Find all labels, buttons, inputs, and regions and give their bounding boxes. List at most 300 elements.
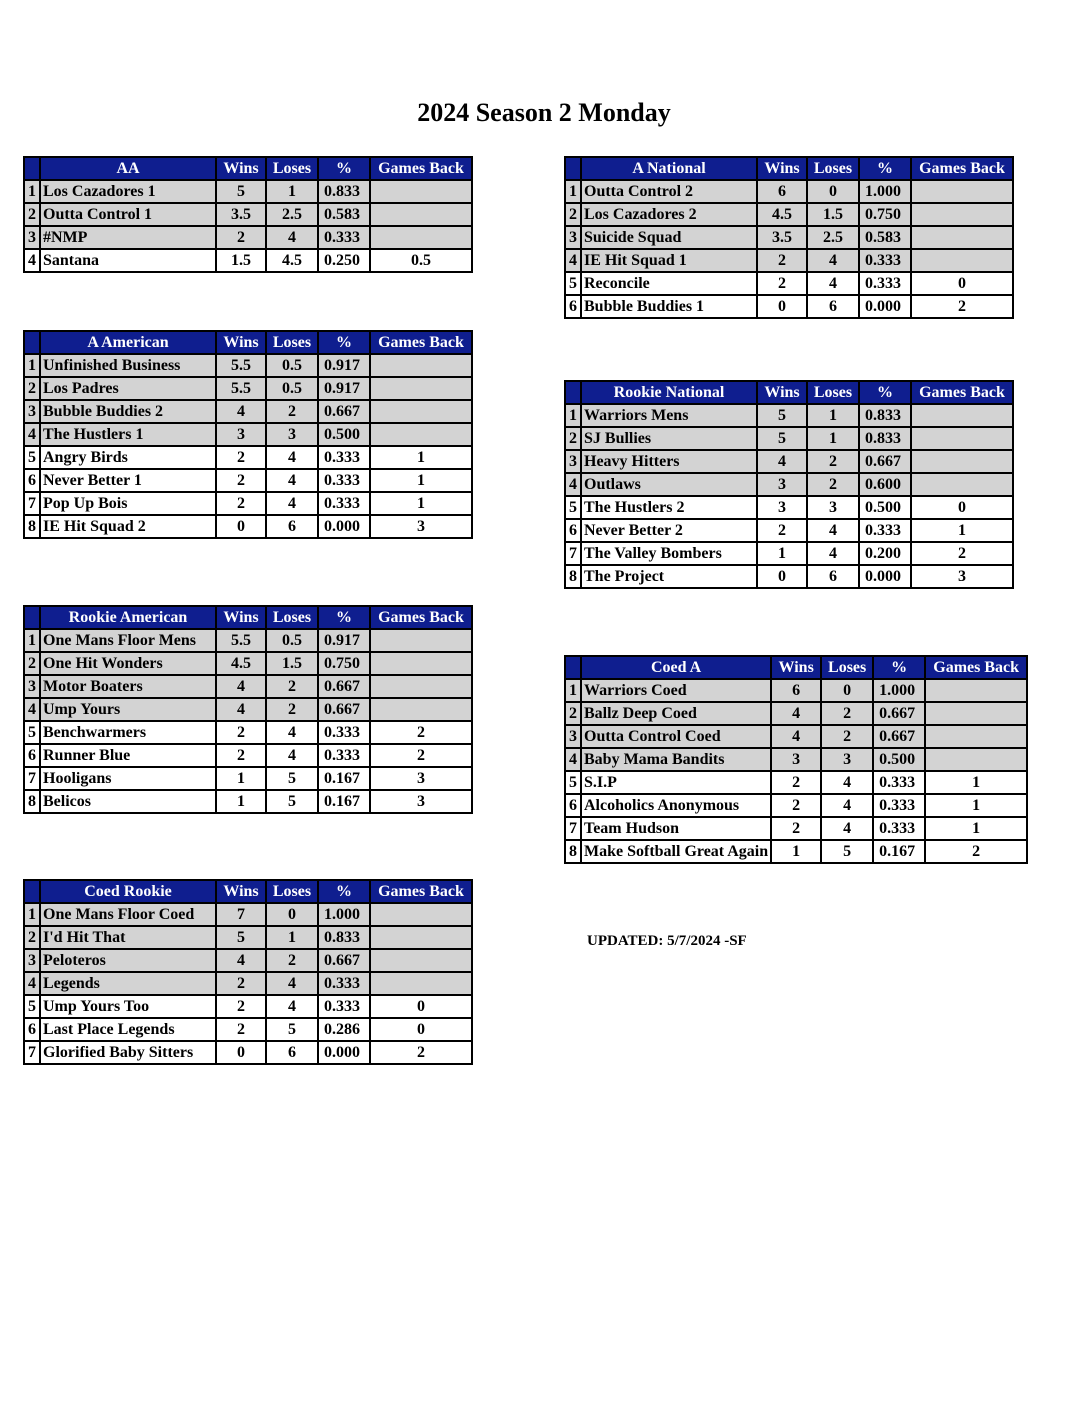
games-back-cell: [370, 698, 472, 721]
standing-row: [24, 744, 472, 767]
division-header-row: [24, 606, 472, 629]
games-back-cell: [925, 702, 1027, 725]
wins-cell: 7: [216, 903, 266, 926]
wins-cell: 2: [216, 721, 266, 744]
games-back-cell: 2: [911, 542, 1013, 565]
standing-row: [565, 771, 1027, 794]
loses-cell: 5: [821, 840, 873, 863]
pct-cell: 0.167: [318, 790, 370, 813]
rank-cell: 5: [24, 446, 40, 469]
loses-cell: 2.5: [807, 226, 859, 249]
games-back-cell: [911, 180, 1013, 203]
team-name-cell: Outta Control Coed: [581, 725, 771, 748]
loses-cell: 4: [821, 817, 873, 840]
rank-cell: 6: [565, 794, 581, 817]
wins-cell: 2: [771, 794, 821, 817]
division-header-row: [24, 157, 472, 180]
division-header-row: [565, 157, 1013, 180]
pct-cell: 0.333: [318, 469, 370, 492]
wins-cell: 2: [757, 249, 807, 272]
standing-row: [565, 496, 1013, 519]
games-back-cell: 0: [911, 496, 1013, 519]
standing-row: [565, 473, 1013, 496]
team-name-cell: Hooligans: [40, 767, 216, 790]
pct-header: %: [859, 157, 911, 180]
team-name-cell: SJ Bullies: [581, 427, 757, 450]
loses-cell: 0.5: [266, 377, 318, 400]
standing-row: [24, 249, 472, 272]
pct-cell: 0.000: [859, 565, 911, 588]
pct-cell: 0.000: [318, 1041, 370, 1064]
games-back-cell: [370, 377, 472, 400]
pct-cell: 0.333: [318, 721, 370, 744]
wins-cell: 3: [757, 473, 807, 496]
standing-row: [565, 203, 1013, 226]
loses-cell: 2: [266, 400, 318, 423]
wins-cell: 2: [757, 272, 807, 295]
standing-row: [24, 423, 472, 446]
pct-cell: 1.000: [873, 679, 925, 702]
wins-cell: 2: [216, 995, 266, 1018]
standing-row: [565, 840, 1027, 863]
games-back-cell: [370, 949, 472, 972]
games-back-cell: [911, 473, 1013, 496]
standing-row: [565, 249, 1013, 272]
pct-cell: 0.167: [318, 767, 370, 790]
rank-cell: 1: [24, 629, 40, 652]
team-name-cell: Legends: [40, 972, 216, 995]
standing-row: [565, 226, 1013, 249]
wins-cell: 6: [757, 180, 807, 203]
team-name-cell: S.I.P: [581, 771, 771, 794]
loses-cell: 4: [266, 492, 318, 515]
loses-cell: 0.5: [266, 354, 318, 377]
loses-cell: 0: [807, 180, 859, 203]
games-back-cell: 1: [370, 446, 472, 469]
wins-cell: 5: [757, 404, 807, 427]
loses-cell: 4: [821, 794, 873, 817]
rank-cell: 2: [565, 427, 581, 450]
rank-cell: 2: [565, 702, 581, 725]
rank-cell: 4: [24, 423, 40, 446]
rank-cell: 2: [24, 203, 40, 226]
loses-cell: 4: [807, 272, 859, 295]
wins-cell: 2: [771, 771, 821, 794]
wins-cell: 1.5: [216, 249, 266, 272]
team-name-cell: One Mans Floor Coed: [40, 903, 216, 926]
wins-cell: 5: [216, 180, 266, 203]
wins-cell: 4: [216, 400, 266, 423]
division-table-coed-rookie: [23, 879, 473, 1065]
standing-row: [24, 698, 472, 721]
games-back-cell: [911, 203, 1013, 226]
rank-cell: 6: [565, 295, 581, 318]
loses-cell: 1.5: [266, 652, 318, 675]
games-back-cell: 3: [911, 565, 1013, 588]
pct-cell: 0.500: [873, 748, 925, 771]
team-name-cell: Reconcile: [581, 272, 757, 295]
loses-header: Loses: [807, 157, 859, 180]
standing-row: [565, 702, 1027, 725]
rank-header: [24, 331, 40, 354]
pct-header: %: [318, 606, 370, 629]
rank-header: [24, 880, 40, 903]
games-back-header: Games Back: [370, 880, 472, 903]
loses-cell: 4: [266, 226, 318, 249]
games-back-cell: [911, 427, 1013, 450]
team-name-cell: Unfinished Business: [40, 354, 216, 377]
loses-cell: 3: [266, 423, 318, 446]
team-name-cell: Peloteros: [40, 949, 216, 972]
standing-row: [24, 903, 472, 926]
loses-cell: 0.5: [266, 629, 318, 652]
rank-cell: 5: [565, 771, 581, 794]
pct-cell: 0.667: [873, 725, 925, 748]
wins-cell: 4: [757, 450, 807, 473]
rank-cell: 6: [24, 744, 40, 767]
games-back-cell: 2: [925, 840, 1027, 863]
pct-cell: 0.333: [318, 972, 370, 995]
games-back-header: Games Back: [370, 331, 472, 354]
wins-cell: 5: [216, 926, 266, 949]
rank-cell: 1: [565, 180, 581, 203]
games-back-cell: 2: [370, 744, 472, 767]
games-back-cell: [370, 203, 472, 226]
team-name-cell: The Project: [581, 565, 757, 588]
games-back-cell: [370, 180, 472, 203]
wins-cell: 4.5: [216, 652, 266, 675]
team-name-cell: Glorified Baby Sitters: [40, 1041, 216, 1064]
pct-cell: 0.917: [318, 377, 370, 400]
rank-cell: 5: [24, 995, 40, 1018]
rank-cell: 8: [24, 790, 40, 813]
rank-cell: 1: [24, 903, 40, 926]
wins-cell: 3.5: [216, 203, 266, 226]
team-name-cell: One Hit Wonders: [40, 652, 216, 675]
rank-cell: 7: [24, 492, 40, 515]
loses-cell: 6: [807, 295, 859, 318]
standing-row: [24, 926, 472, 949]
team-name-cell: One Mans Floor Mens: [40, 629, 216, 652]
games-back-cell: [911, 450, 1013, 473]
wins-header: Wins: [757, 157, 807, 180]
games-back-cell: 1: [925, 771, 1027, 794]
loses-cell: 4: [266, 721, 318, 744]
rank-header: [24, 157, 40, 180]
standing-row: [565, 180, 1013, 203]
rank-cell: 8: [565, 840, 581, 863]
pct-cell: 0.333: [318, 446, 370, 469]
loses-cell: 1: [266, 180, 318, 203]
rank-cell: 7: [24, 1041, 40, 1064]
standing-row: [24, 492, 472, 515]
loses-cell: 5: [266, 767, 318, 790]
standing-row: [24, 995, 472, 1018]
games-back-cell: 0: [370, 995, 472, 1018]
loses-cell: 2: [821, 702, 873, 725]
pct-cell: 0.333: [859, 272, 911, 295]
division-name: Rookie American: [40, 606, 216, 629]
games-back-cell: 1: [911, 519, 1013, 542]
wins-cell: 4: [216, 698, 266, 721]
division-name: AA: [40, 157, 216, 180]
games-back-cell: 3: [370, 767, 472, 790]
pct-cell: 0.333: [873, 794, 925, 817]
standing-row: [565, 427, 1013, 450]
rank-cell: 3: [565, 226, 581, 249]
pct-cell: 0.286: [318, 1018, 370, 1041]
games-back-cell: 1: [925, 817, 1027, 840]
loses-cell: 4: [266, 446, 318, 469]
games-back-cell: [911, 249, 1013, 272]
division-header-row: [565, 381, 1013, 404]
loses-cell: 4: [807, 519, 859, 542]
wins-cell: 4: [216, 949, 266, 972]
pct-cell: 0.917: [318, 629, 370, 652]
pct-cell: 0.667: [873, 702, 925, 725]
rank-cell: 2: [24, 652, 40, 675]
standing-row: [24, 721, 472, 744]
loses-cell: 2: [807, 450, 859, 473]
wins-cell: 3: [757, 496, 807, 519]
pct-cell: 0.333: [318, 492, 370, 515]
rank-cell: 4: [565, 249, 581, 272]
games-back-cell: 1: [370, 469, 472, 492]
wins-cell: 5: [757, 427, 807, 450]
rank-cell: 7: [565, 817, 581, 840]
rank-cell: 5: [565, 272, 581, 295]
games-back-header: Games Back: [370, 606, 472, 629]
loses-cell: 4: [266, 744, 318, 767]
team-name-cell: Suicide Squad: [581, 226, 757, 249]
rank-cell: 4: [565, 473, 581, 496]
rank-cell: 3: [24, 949, 40, 972]
standing-row: [565, 542, 1013, 565]
games-back-header: Games Back: [925, 656, 1027, 679]
wins-cell: 2: [216, 446, 266, 469]
standing-row: [24, 446, 472, 469]
pct-cell: 0.667: [318, 400, 370, 423]
rank-cell: 2: [24, 377, 40, 400]
division-table-rookie-national: [564, 380, 1014, 589]
games-back-cell: 0: [911, 272, 1013, 295]
games-back-header: Games Back: [911, 381, 1013, 404]
team-name-cell: The Hustlers 1: [40, 423, 216, 446]
wins-cell: 0: [757, 565, 807, 588]
pct-cell: 0.667: [318, 698, 370, 721]
games-back-cell: [370, 926, 472, 949]
team-name-cell: Outta Control 1: [40, 203, 216, 226]
pct-cell: 0.833: [859, 404, 911, 427]
rank-cell: 1: [565, 404, 581, 427]
loses-cell: 1: [807, 404, 859, 427]
loses-cell: 2: [266, 698, 318, 721]
pct-cell: 0.333: [873, 771, 925, 794]
standing-row: [24, 203, 472, 226]
team-name-cell: Pop Up Bois: [40, 492, 216, 515]
wins-cell: 2: [216, 1018, 266, 1041]
wins-cell: 2: [757, 519, 807, 542]
rank-cell: 2: [565, 203, 581, 226]
rank-cell: 8: [565, 565, 581, 588]
loses-cell: 3: [807, 496, 859, 519]
wins-cell: 4: [771, 702, 821, 725]
wins-cell: 4: [216, 675, 266, 698]
team-name-cell: Santana: [40, 249, 216, 272]
games-back-cell: [911, 226, 1013, 249]
team-name-cell: I'd Hit That: [40, 926, 216, 949]
games-back-header: Games Back: [911, 157, 1013, 180]
games-back-cell: 0.5: [370, 249, 472, 272]
rank-cell: 5: [24, 721, 40, 744]
standing-row: [565, 679, 1027, 702]
standing-row: [24, 675, 472, 698]
team-name-cell: Ballz Deep Coed: [581, 702, 771, 725]
pct-cell: 1.000: [859, 180, 911, 203]
standing-row: [565, 272, 1013, 295]
pct-header: %: [318, 157, 370, 180]
pct-cell: 0.333: [873, 817, 925, 840]
loses-cell: 4: [266, 469, 318, 492]
team-name-cell: Bubble Buddies 2: [40, 400, 216, 423]
loses-header: Loses: [266, 331, 318, 354]
standing-row: [565, 817, 1027, 840]
rank-cell: 3: [565, 450, 581, 473]
pct-cell: 0.583: [318, 203, 370, 226]
pct-cell: 0.917: [318, 354, 370, 377]
games-back-cell: [370, 972, 472, 995]
rank-cell: 3: [24, 675, 40, 698]
wins-header: Wins: [757, 381, 807, 404]
pct-header: %: [873, 656, 925, 679]
games-back-cell: [370, 354, 472, 377]
standing-row: [24, 515, 472, 538]
loses-cell: 6: [266, 1041, 318, 1064]
pct-cell: 0.250: [318, 249, 370, 272]
pct-cell: 0.333: [318, 226, 370, 249]
games-back-cell: [370, 629, 472, 652]
division-name: Coed Rookie: [40, 880, 216, 903]
rank-cell: 4: [565, 748, 581, 771]
standing-row: [565, 295, 1013, 318]
team-name-cell: Alcoholics Anonymous: [581, 794, 771, 817]
rank-cell: 4: [24, 698, 40, 721]
team-name-cell: #NMP: [40, 226, 216, 249]
loses-cell: 2: [807, 473, 859, 496]
division-header-row: [24, 331, 472, 354]
rank-cell: 3: [24, 400, 40, 423]
division-name: A American: [40, 331, 216, 354]
loses-header: Loses: [821, 656, 873, 679]
standing-row: [24, 972, 472, 995]
games-back-cell: 3: [370, 790, 472, 813]
loses-cell: 4: [266, 972, 318, 995]
wins-cell: 2: [216, 469, 266, 492]
standing-row: [565, 725, 1027, 748]
standing-row: [24, 652, 472, 675]
wins-cell: 3.5: [757, 226, 807, 249]
loses-header: Loses: [807, 381, 859, 404]
division-header-row: [565, 656, 1027, 679]
wins-cell: 1: [216, 790, 266, 813]
loses-cell: 4: [807, 542, 859, 565]
wins-cell: 2: [771, 817, 821, 840]
pct-cell: 0.333: [859, 249, 911, 272]
rank-cell: 8: [24, 515, 40, 538]
games-back-cell: [370, 226, 472, 249]
loses-cell: 2.5: [266, 203, 318, 226]
pct-cell: 0.667: [318, 949, 370, 972]
loses-cell: 5: [266, 1018, 318, 1041]
pct-cell: 0.600: [859, 473, 911, 496]
rank-cell: 2: [24, 926, 40, 949]
wins-cell: 4.5: [757, 203, 807, 226]
team-name-cell: Never Better 1: [40, 469, 216, 492]
standing-row: [24, 226, 472, 249]
rank-cell: 1: [24, 180, 40, 203]
games-back-cell: [925, 725, 1027, 748]
team-name-cell: Ump Yours Too: [40, 995, 216, 1018]
wins-cell: 1: [771, 840, 821, 863]
standing-row: [565, 450, 1013, 473]
rank-cell: 3: [24, 226, 40, 249]
loses-cell: 4: [807, 249, 859, 272]
team-name-cell: Team Hudson: [581, 817, 771, 840]
wins-cell: 1: [757, 542, 807, 565]
games-back-cell: [925, 679, 1027, 702]
games-back-cell: [925, 748, 1027, 771]
team-name-cell: Last Place Legends: [40, 1018, 216, 1041]
rank-cell: 7: [24, 767, 40, 790]
division-name: Coed A: [581, 656, 771, 679]
division-header-row: [24, 880, 472, 903]
division-table-coed-a: [564, 655, 1028, 864]
rank-cell: 4: [24, 972, 40, 995]
rank-header: [565, 656, 581, 679]
wins-cell: 0: [757, 295, 807, 318]
team-name-cell: Benchwarmers: [40, 721, 216, 744]
team-name-cell: The Valley Bombers: [581, 542, 757, 565]
rank-cell: 4: [24, 249, 40, 272]
standing-row: [24, 949, 472, 972]
wins-cell: 5.5: [216, 377, 266, 400]
games-back-cell: 2: [370, 1041, 472, 1064]
rank-cell: 3: [565, 725, 581, 748]
loses-cell: 2: [266, 949, 318, 972]
rank-cell: 6: [24, 469, 40, 492]
standing-row: [565, 565, 1013, 588]
pct-cell: 0.667: [859, 450, 911, 473]
loses-cell: 2: [266, 675, 318, 698]
games-back-cell: [911, 404, 1013, 427]
team-name-cell: Motor Boaters: [40, 675, 216, 698]
wins-cell: 2: [216, 744, 266, 767]
team-name-cell: Heavy Hitters: [581, 450, 757, 473]
rank-cell: 1: [565, 679, 581, 702]
team-name-cell: Angry Birds: [40, 446, 216, 469]
team-name-cell: The Hustlers 2: [581, 496, 757, 519]
wins-cell: 0: [216, 1041, 266, 1064]
pct-header: %: [859, 381, 911, 404]
games-back-cell: [370, 652, 472, 675]
loses-cell: 3: [821, 748, 873, 771]
wins-cell: 3: [216, 423, 266, 446]
updated-note: UPDATED: 5/7/2024 -SF: [587, 933, 747, 949]
pct-cell: 0.200: [859, 542, 911, 565]
team-name-cell: Outlaws: [581, 473, 757, 496]
loses-cell: 1: [266, 926, 318, 949]
games-back-cell: [370, 903, 472, 926]
